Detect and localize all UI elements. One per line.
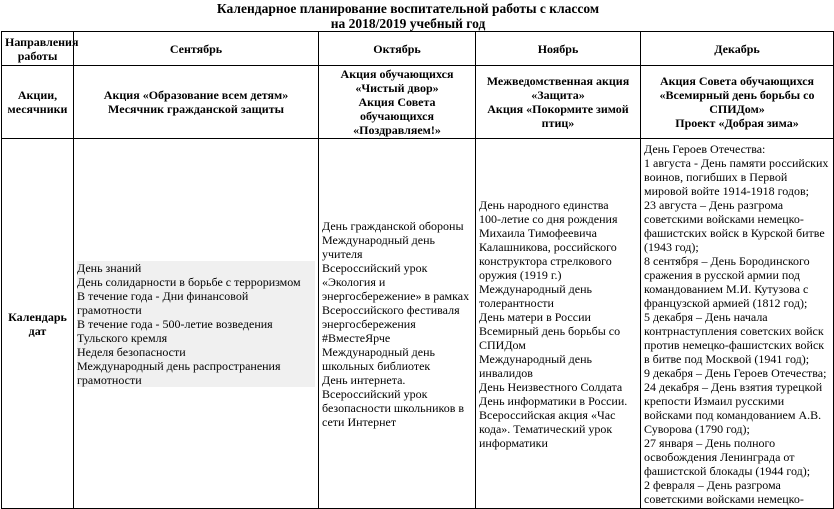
calendar-entry: 24 декабря – День взятия турецкой крепости Измаил русскими войсками под командованием А.В. Суворова (1790 год);: [644, 379, 826, 436]
calendar-entry: Международный день распространения грамотности: [77, 358, 284, 387]
calendar-entry: 5 декабря – День начала контрнаступления советских войск против немецко-фашистских войск в битве под Москвой (1941 год);: [644, 309, 828, 366]
calendar-entry: 23 августа – День разгрома советскими войсками немецко-фашистских войск в Курской битве (1943 год);: [644, 197, 828, 254]
calendar-entry: День Героев Отечества:: [644, 141, 766, 156]
calendar-december-list: [644, 142, 830, 506]
header-november: Ноябрь: [476, 32, 641, 66]
header-october: Октябрь: [319, 32, 476, 66]
calendar-entry: День гражданской обороны: [322, 218, 464, 233]
page-title: Календарное планирование воспитательной работы с классом: [216, 1, 600, 16]
calendar-entry: 1 августа - День памяти российских воинов, погибших в Первой мировой войте 1914-1918 годов;: [644, 155, 832, 198]
calendar-entry: 100-летие со дня рождения Михаила Тимофеевича Калашникова, российского конструктора стрелкового оружия (1919 г.): [479, 211, 621, 282]
calendar-december: [641, 139, 834, 509]
calendar-row-label: Календарь дат: [2, 139, 74, 509]
calendar-entry: 2 февраля – День разгрома советскими войсками немецко-: [644, 477, 804, 506]
calendar-entry: День знаний: [77, 260, 142, 275]
calendar-entry: 27 января – День полного освобождения Ленинграда от фашистской блокады (1944 год);: [644, 435, 811, 478]
calendar-november: [476, 139, 641, 509]
calendar-entry: Международный день школьных библиотек: [322, 344, 438, 373]
calendar-entry: День интернета.: [322, 372, 406, 387]
calendar-entry: 8 сентября – День Бородинского сражения в русской армии под командованием М.И. Кутузова с французской армией (1812 год);: [644, 253, 813, 310]
calendar-entry: Международный день инвалидов: [479, 351, 595, 380]
actions-september: Акция «Образование всем детям» Месячник гражданской защиты: [74, 66, 319, 139]
header-directions: Направления работы: [2, 32, 74, 66]
calendar-september-list: [77, 261, 315, 387]
actions-november: Межведомственная акция «Защита» Акция «Покормите зимой птиц»: [476, 66, 641, 139]
calendar-entry: В течение года - Дни финансовой грамотности: [77, 288, 252, 317]
calendar-entry: День матери в России: [479, 309, 591, 324]
page-subtitle: на 2018/2019 учебный год: [330, 16, 486, 31]
actions-row: [2, 66, 834, 139]
header-row: [2, 32, 834, 66]
header-september: Сентябрь: [74, 32, 319, 66]
calendar-october: [319, 139, 476, 509]
calendar-entry: Неделя безопасности: [77, 344, 186, 359]
actions-october: Акция обучающихся «Чистый двор» Акция Совета обучающихся «Поздравляем!»: [319, 66, 476, 139]
calendar-entry: В течение года - 500-летие возведения Тульского кремля: [77, 316, 276, 345]
calendar-entry: Всероссийская акция «Час кода». Тематический урок информатики: [479, 407, 619, 450]
actions-row-label: Акции, месячники: [2, 66, 74, 139]
calendar-october-list: [322, 219, 472, 429]
calendar-entry: Международный день учителя: [322, 232, 438, 261]
plan-table: [1, 31, 834, 509]
calendar-entry: День информатики в России.: [479, 393, 628, 408]
calendar-entry: День народного единства: [479, 197, 609, 212]
calendar-entry: День солидарности в борьбе с терроризмом: [77, 274, 301, 289]
calendar-entry: Всероссийский урок «Экология и энергосбережение» в рамках Всероссийского фестиваля энергосбережения #ВместеЯрче: [322, 260, 473, 345]
actions-december: Акция Совета обучающихся «Всемирный день борьбы со СПИДом» Проект «Добрая зима»: [641, 66, 834, 139]
calendar-row: [2, 139, 834, 509]
calendar-entry: Всероссийский урок безопасности школьников в сети Интернет: [322, 386, 468, 429]
calendar-entry: День Неизвестного Солдата: [479, 379, 623, 394]
calendar-entry: Международный день толерантности: [479, 281, 595, 310]
calendar-entry: Всемирный день борьбы со СПИДом: [479, 323, 624, 352]
header-december: Декабрь: [641, 32, 834, 66]
calendar-september: [74, 139, 319, 509]
calendar-entry: 9 декабря – День Героев Отечества;: [644, 365, 827, 380]
calendar-november-list: [479, 198, 637, 450]
